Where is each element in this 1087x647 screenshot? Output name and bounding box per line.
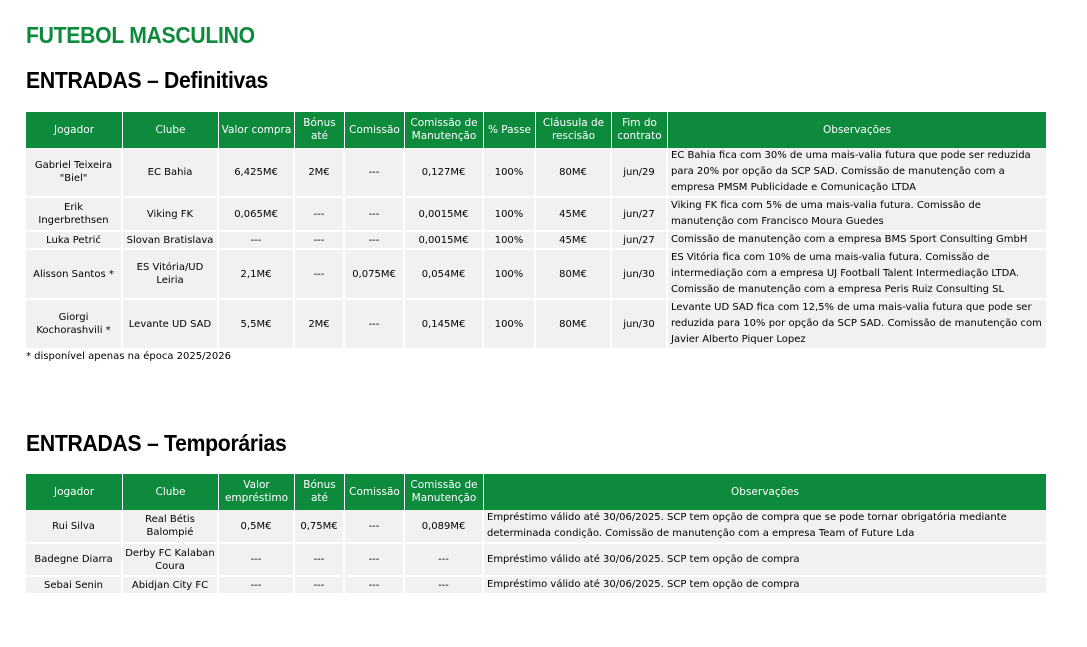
table-row [26,510,1046,544]
table-cell: 100% [484,232,536,250]
table-cell: 0,075M€ [345,250,405,300]
table-row [26,544,1046,577]
table-temporarias [26,474,1046,595]
table-cell: 0,127M€ [405,148,484,198]
table-cell: 0,089M€ [405,510,484,544]
table-cell: 2M€ [295,300,345,350]
table-cell: Gabriel Teixeira "Biel" [26,148,123,198]
table-cell: 45M€ [536,232,612,250]
table-cell: 0,054M€ [405,250,484,300]
table-cell: 6,425M€ [219,148,295,198]
column-header: Comissão de Manutenção [405,112,484,148]
table-cell: --- [345,510,405,544]
section-title-temporarias: ENTRADAS – Temporárias [26,430,287,456]
table-cell: --- [345,148,405,198]
table-cell: jun/27 [612,198,668,232]
table-cell: jun/30 [612,300,668,350]
table-cell: jun/27 [612,232,668,250]
table-cell: EC Bahia fica com 30% de uma mais-valia futura que pode ser reduzida para 20% por opção da SCP SAD. Comissão de manutenção com a empresa PMSM Publicidade e Comunicação LTDA [668,148,1046,198]
table-cell: Giorgi Kochorashvili * [26,300,123,350]
table-cell: --- [405,544,484,577]
table-cell: 100% [484,250,536,300]
table-cell: 2,1M€ [219,250,295,300]
table-cell: Slovan Bratislava [123,232,219,250]
table-cell: Abidjan City FC [123,577,219,595]
table-cell: --- [345,544,405,577]
column-header: Fim do contrato [612,112,668,148]
table-cell: jun/30 [612,250,668,300]
table-cell: 2M€ [295,148,345,198]
column-header: Comissão de Manutenção [405,474,484,510]
table-cell: --- [345,577,405,595]
table-cell: Derby FC Kalaban Coura [123,544,219,577]
table-cell: Levante UD SAD fica com 12,5% de uma mais-valia futura que pode ser reduzida para 10% por opção da SCP SAD. Comissão de manutenção com Javier Alberto Piquer Lopez [668,300,1046,350]
column-header: Clube [123,112,219,148]
table-cell: EC Bahia [123,148,219,198]
column-header: Cláusula de rescisão [536,112,612,148]
table-cell: 0,0015M€ [405,198,484,232]
table-cell: --- [219,232,295,250]
table-cell: --- [219,544,295,577]
table-cell: 0,0015M€ [405,232,484,250]
column-header: % Passe [484,112,536,148]
table-cell: Alisson Santos * [26,250,123,300]
column-header: Comissão [345,474,405,510]
column-header: Comissão [345,112,405,148]
table-row [26,198,1046,232]
table-row [26,577,1046,595]
table-cell: Badegne Diarra [26,544,123,577]
table-cell: 80M€ [536,250,612,300]
column-header: Valor empréstimo [219,474,295,510]
footnote: * disponível apenas na época 2025/2026 [26,351,231,362]
page-title: FUTEBOL MASCULINO [26,22,255,48]
table-cell: 80M€ [536,300,612,350]
table-cell: Empréstimo válido até 30/06/2025. SCP tem opção de compra [484,544,1046,577]
table-cell: --- [295,577,345,595]
table-cell: 100% [484,300,536,350]
table-cell: Empréstimo válido até 30/06/2025. SCP tem opção de compra [484,577,1046,595]
table-cell: --- [295,544,345,577]
table-row [26,250,1046,300]
table-cell: ES Vitória fica com 10% de uma mais-valia futura. Comissão de intermediação com a empresa UJ Football Talent Intermediação LTDA. Comissão de manutenção com a empresa Peris Ruiz Consulting SL [668,250,1046,300]
table-cell: Viking FK fica com 5% de uma mais-valia futura. Comissão de manutenção com Francisco Moura Guedes [668,198,1046,232]
column-header: Valor compra [219,112,295,148]
table-cell: 45M€ [536,198,612,232]
section-title-definitivas: ENTRADAS – Definitivas [26,67,269,93]
table-cell: Levante UD SAD [123,300,219,350]
table-cell: --- [405,577,484,595]
table-cell: Comissão de manutenção com a empresa BMS Sport Consulting GmbH [668,232,1046,250]
table-cell: 0,75M€ [295,510,345,544]
table-cell: Viking FK [123,198,219,232]
table-row [26,232,1046,250]
column-header: Observações [484,474,1046,510]
column-header: Clube [123,474,219,510]
table-cell: Erik Ingerbrethsen [26,198,123,232]
column-header: Bónus até [295,474,345,510]
table-cell: ES Vitória/UD Leiria [123,250,219,300]
table-cell: Rui Silva [26,510,123,544]
table-cell: 100% [484,148,536,198]
table-cell: 5,5M€ [219,300,295,350]
table-row [26,148,1046,198]
table-cell: 80M€ [536,148,612,198]
column-header: Bónus até [295,112,345,148]
table-cell: --- [345,198,405,232]
column-header: Jogador [26,112,123,148]
table-row [26,300,1046,350]
column-header: Observações [668,112,1046,148]
table-cell: Real Bétis Balompié [123,510,219,544]
table-cell: --- [345,232,405,250]
table-cell: --- [295,232,345,250]
column-header: Jogador [26,474,123,510]
table-cell: Luka Petrić [26,232,123,250]
table-cell: 0,5M€ [219,510,295,544]
table-cell: --- [219,577,295,595]
table-definitivas [26,112,1046,350]
table-cell: 0,145M€ [405,300,484,350]
table-cell: --- [295,198,345,232]
table-cell: --- [295,250,345,300]
table-cell: jun/29 [612,148,668,198]
table-cell: Empréstimo válido até 30/06/2025. SCP tem opção de compra que se pode tornar obrigatória mediante determinada condição. Comissão de manutenção com a empresa Team of Future Lda [484,510,1046,544]
table-cell: 0,065M€ [219,198,295,232]
table-cell: Sebai Senin [26,577,123,595]
table-cell: --- [345,300,405,350]
table-cell: 100% [484,198,536,232]
